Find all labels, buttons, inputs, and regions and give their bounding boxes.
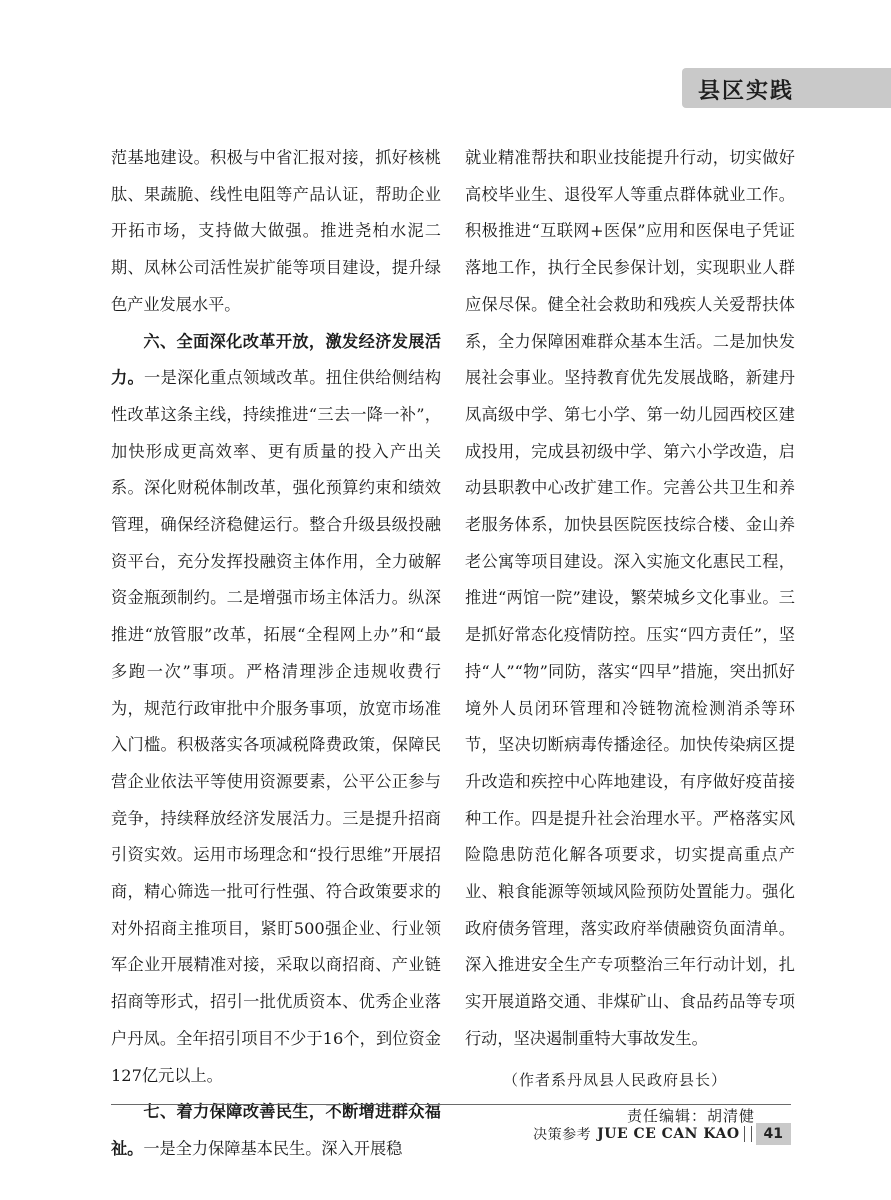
journal-name-en: JUE CE CAN KAO	[597, 1126, 740, 1142]
section-six-heading: 六、全面深化改革开放，激发经济发展活力。	[111, 331, 441, 388]
right-column	[465, 140, 795, 1135]
footer-divider	[111, 1104, 791, 1105]
author-byline: （作者系丹凤县人民政府县长）	[503, 1070, 728, 1089]
left-column	[111, 140, 441, 1168]
paragraph-continuation: 范基地建设。积极与中省汇报对接，抓好核桃肽、果蔬脆、线性电阻等产品认证，帮助企业开拓市场，支持做大做强。推进尧柏水泥二期、凤林公司活性炭扩能等项目建设，提升绿色产业发展水平。	[111, 148, 441, 314]
responsible-editor: 责任编辑：胡清健	[627, 1107, 756, 1126]
section-seven-heading: 七、着力保障改善民生，不断增进群众福祉。	[111, 1102, 441, 1158]
separator-bars-icon	[744, 1126, 752, 1142]
page-footer	[533, 1123, 791, 1145]
paragraph-section-six	[111, 324, 441, 1095]
paragraph-section-seven	[111, 1094, 441, 1167]
section-tab	[682, 68, 891, 108]
section-seven-body: 一是全力保障基本民生。深入开展稳	[143, 1138, 403, 1158]
section-label: 县区实践	[698, 79, 795, 104]
page-number: 41	[756, 1123, 791, 1145]
paragraph-continuation-right: 就业精准帮扶和职业技能提升行动，切实做好高校毕业生、退役军人等重点群体就业工作。积极推进“互联网+医保”应用和医保电子凭证落地工作，执行全民参保计划，实现职业人群应保尽保。健全社会救助和残疾人关爱帮扶体系，全力保障困难群众基本生活。二是加快发展社会事业。坚持教育优先发展战略，新建丹凤高级中学、第七小学、第一幼儿园西校区建成投用，完成县初级中学、第六小学改造，启动县职教中心改扩建工作。完善公共卫生和养老服务体系，加快县医院医技综合楼、金山养老公寓等项目建设。深入实施文化惠民工程，推进“两馆一院”建设，繁荣城乡文化事业。三是抓好常态化疫情防控。压实“四方责任”，坚持“人”“物”同防，落实“四早”措施，突出抓好境外人员闭环管理和冷链物流检测消杀等环节，坚决切断病毒传播途径。加快传染病区提升改造和疾控中心阵地建设，有序做好疫苗接种工作。四是提升社会治理水平。严格落实风险隐患防范化解各项要求，切实提高重点产业、粮食能源等领域风险预防处置能力。强化政府债务管理，落实政府举债融资负面清单。深入推进安全生产专项整治三年行动计划，扎实开展道路交通、非煤矿山、食品药品等专项行动，坚决遏制重特大事故发生。	[465, 148, 795, 1048]
section-six-body: 一是深化重点领域改革。扭住供给侧结构性改革这条主线，持续推进“三去一降一补”，加快形成更高效率、更有质量的投入产出关系。深化财税体制改革，强化预算约束和绩效管理，确保经济稳健运行。整合升级县级投融资平台，充分发挥投融资主体作用，全力破解资金瓶颈制约。二是增强市场主体活力。纵深推进“放管服”改革，拓展“全程网上办”和“最多跑一次”事项。严格清理涉企违规收费行为，规范行政审批中介服务事项，放宽市场准入门槛。积极落实各项减税降费政策，保障民营企业依法平等使用资源要素，公平公正参与竞争，持续释放经济发展活力。三是提升招商引资实效。运用市场理念和“投行思维”开展招商，精心筛选一批可行性强、符合政策要求的对外招商主推项目，紧盯500强企业、行业领军企业开展精准对接，采取以商招商、产业链招商等形式，招引一批优质资本、优秀企业落户丹凤。全年招引项目不少于16个，到位资金127亿元以上。	[111, 368, 442, 1085]
journal-name-cn: 决策参考	[533, 1127, 592, 1143]
